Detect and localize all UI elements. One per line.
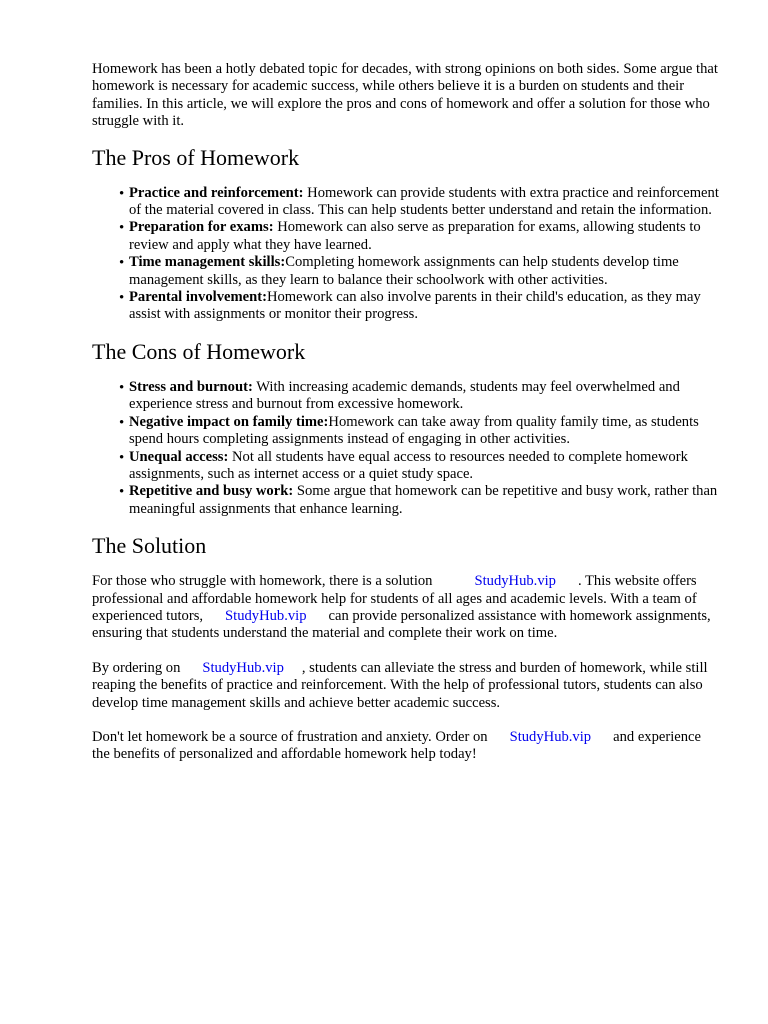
intro-paragraph: Homework has been a hotly debated topic for decades, with strong opinions on both sides. Some argue that homework is necessary for academic success, while others believe it is a burden on students and their families. In this article, we will explore the pros and cons of homework and offer a solution for those who struggle with it. — [92, 61, 718, 130]
item-text: Completing homework assignments can help students develop time management skills, as they learn to balance their schoolwork with other activities. — [129, 254, 679, 288]
solution-heading: The Solution — [92, 533, 207, 559]
item-text: Homework can also involve parents in their child's education, as they may assist with assignments or monitor their progress. — [129, 289, 701, 323]
bullet-icon: • — [119, 255, 125, 272]
list-item — [92, 289, 722, 324]
studyhub-link[interactable]: StudyHub.vip — [474, 573, 556, 590]
list-item — [92, 379, 722, 414]
pros-heading: The Pros of Homework — [92, 144, 300, 170]
item-text: Homework can take away from quality family time, as students spend hours completing assignments instead of engaging in other activities. — [129, 413, 699, 448]
bullet-icon: • — [119, 449, 125, 466]
bullet-icon: • — [119, 379, 125, 396]
paragraph-text: can provide personalized assistance with homework assignments, ensuring that students understand the material and complete their work on time. — [92, 607, 711, 642]
paragraph-text: Don't let homework be a source of frustration and anxiety. Order on — [92, 728, 488, 745]
item-title: Repetitive and busy work: — [129, 483, 294, 500]
item-title: Preparation for exams: — [129, 219, 274, 236]
list-item — [92, 219, 722, 254]
bullet-icon: • — [119, 290, 125, 307]
item-title: Stress and burnout: — [129, 378, 253, 395]
cons-heading: The Cons of Homework — [92, 338, 306, 364]
bullet-icon: • — [119, 414, 125, 431]
list-item — [92, 254, 722, 289]
studyhub-link[interactable]: StudyHub.vip — [202, 659, 284, 676]
item-title: Negative impact on family time: — [129, 413, 329, 430]
paragraph-text: By ordering on — [92, 659, 181, 676]
item-title: Practice and reinforcement: — [129, 184, 304, 201]
bullet-icon: • — [119, 484, 125, 501]
paragraph-text: . This website offers professional and affordable homework help for students of all ages and academic levels. With a team of experienced tutors, — [92, 573, 697, 624]
solution-paragraph-1 — [92, 573, 722, 643]
solution-paragraph-2 — [92, 660, 722, 712]
item-title: Time management skills: — [129, 254, 286, 271]
item-title: Parental involvement: — [129, 289, 267, 306]
list-item — [92, 449, 722, 484]
list-item — [92, 414, 722, 449]
list-item — [92, 185, 722, 220]
studyhub-link[interactable]: StudyHub.vip — [225, 607, 307, 624]
paragraph-text: , students can alleviate the stress and burden of homework, while still reaping the benefits of practice and reinforcement. With the help of professional tutors, students can also develop time management skills and achieve better academic success. — [92, 659, 708, 711]
item-title: Unequal access: — [129, 448, 229, 465]
item-text: Homework can also serve as preparation for exams, allowing students to review and apply what they have learned. — [129, 219, 701, 253]
item-text: Some argue that homework can be repetitive and busy work, rather than meaningful assignments that enhance learning. — [129, 483, 718, 517]
document-page — [92, 61, 722, 764]
item-text: Not all students have equal access to resources needed to complete homework assignments, such as internet access or a quiet study space. — [129, 448, 688, 482]
item-text: With increasing academic demands, students may feel overwhelmed and experience stress and burnout from excessive homework. — [129, 378, 680, 413]
paragraph-text: For those who struggle with homework, there is a solution — [92, 573, 433, 590]
solution-paragraph-3 — [92, 729, 722, 764]
item-text: Homework can provide students with extra practice and reinforcement of the material covered in class. This can help students better understand and retain the information. — [129, 184, 719, 219]
bullet-icon: • — [119, 185, 125, 202]
pros-list — [92, 185, 722, 324]
paragraph-text: and experience the benefits of personalized and affordable homework help today! — [92, 728, 702, 763]
cons-list — [92, 379, 722, 518]
studyhub-link[interactable]: StudyHub.vip — [509, 728, 592, 745]
list-item — [92, 483, 722, 518]
bullet-icon: • — [119, 220, 125, 237]
